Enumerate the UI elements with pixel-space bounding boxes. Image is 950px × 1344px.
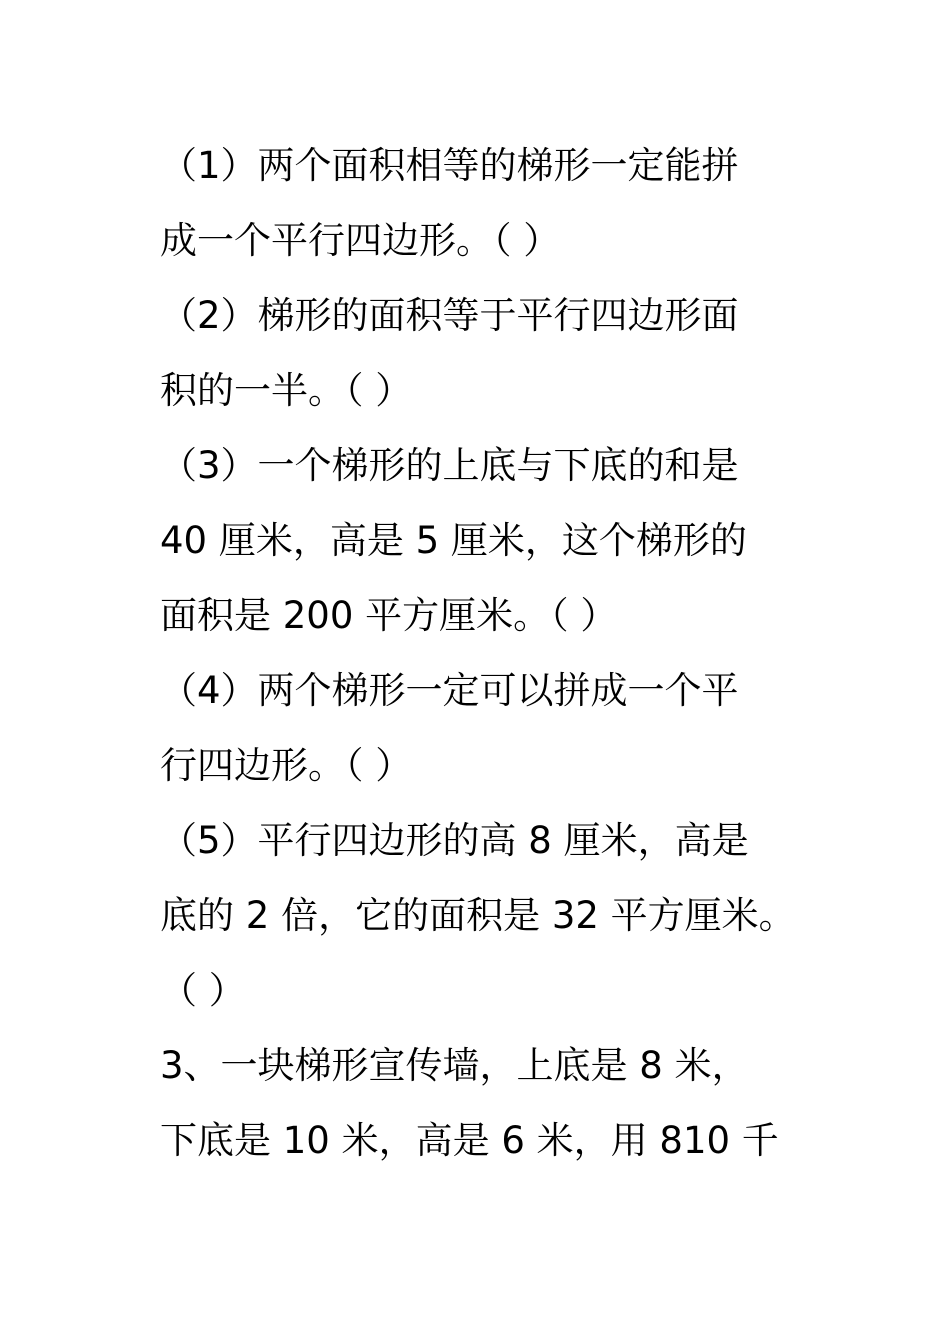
question-2-line-2: 积的一半。（ ） <box>160 369 413 412</box>
question-4-line-1: （4）两个梯形一定可以拼成一个平 <box>160 669 739 712</box>
question-3-line-1: （3）一个梯形的上底与下底的和是 <box>160 444 739 487</box>
problem-3-line-2: 下底是 10 米，高是 6 米，用 810 千 <box>160 1119 779 1162</box>
question-5-line-1: （5）平行四边形的高 8 厘米，高是 <box>160 819 749 862</box>
question-1-line-2: 成一个平行四边形。（ ） <box>160 219 561 262</box>
question-5-line-3: （ ） <box>160 969 246 1012</box>
document-body <box>160 128 800 1178</box>
question-1-line-1: （1）两个面积相等的梯形一定能拼 <box>160 144 739 187</box>
question-5-line-2: 底的 2 倍，它的面积是 32 平方厘米。 <box>160 894 796 937</box>
question-4-line-2: 行四边形。（ ） <box>160 744 413 787</box>
problem-3-line-1: 3、一块梯形宣传墙，上底是 8 米， <box>160 1044 749 1087</box>
question-3-line-2: 40 厘米，高是 5 厘米，这个梯形的 <box>160 519 747 562</box>
question-2-line-1: （2）梯形的面积等于平行四边形面 <box>160 294 739 337</box>
question-3-line-3: 面积是 200 平方厘米。（ ） <box>160 594 618 637</box>
